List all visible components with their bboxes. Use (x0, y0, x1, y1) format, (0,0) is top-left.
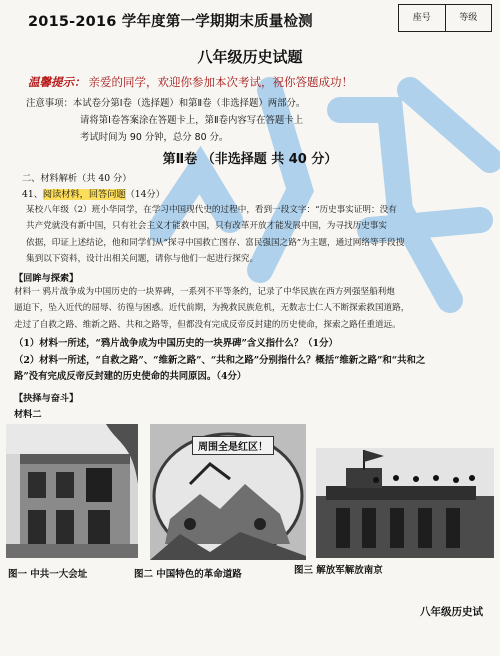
review-section-label: 【回眸与探索】 (14, 273, 79, 284)
figure-one-caption: 图一 中共一大会址 (8, 569, 88, 580)
question-score: （14分） (125, 189, 165, 200)
intro-line: 某校八年级（2）班小华同学，在学习中国现代史的过程中，看到一段文字：“历史事实证明：没有 (26, 205, 397, 215)
greeting-text: 亲爱的同学，欢迎你参加本次考试，祝你答题成功！ (88, 75, 353, 89)
figure-one-photo (6, 424, 138, 558)
question-lead-highlight: 阅读材料，回答问题 (42, 189, 126, 200)
sub-question-line: （2）材料一所述，“自救之路”、“维新之路”、“共和之路”分别指什么？概括“维新之路”和“共和之 (14, 354, 426, 366)
page-footer: 八年级历史试 (420, 606, 483, 618)
intro-paragraph (14, 202, 488, 268)
notes-line: 注意事项：本试卷分第Ⅰ卷（选择题）和第Ⅱ卷（非选择题）两部分。 (26, 98, 306, 109)
figure-two-banner: 周围全是红区！ (192, 436, 274, 455)
part-two-title: 第Ⅱ卷 （非选择题 共 40 分） (162, 152, 338, 167)
building-illustration (6, 424, 138, 558)
greeting-label: 温馨提示： (28, 75, 86, 89)
material-one-line: 材料一 鸦片战争成为中国历史的一块界碑，一系列不平等条约，记录了中华民族在西方列强坚船利炮 (14, 287, 395, 297)
sub-question-line: 路”没有完成反帝反封建的历史使命的共同原因。（4分） (14, 371, 247, 382)
seat-number-label: 座号 (399, 5, 446, 31)
figure-three-caption: 图三 解放军解放南京 (294, 565, 383, 576)
seat-grade-box (398, 4, 492, 32)
material-two-label: 材料二 (14, 409, 42, 420)
intro-line: 共产党就没有新中国，只有社会主义才能救中国，只有改革开放才能发展中国，为寻找历史事实 (26, 221, 387, 232)
exam-title: 八年级历史试题 (197, 48, 303, 66)
intro-line: 依据，印证上述结论，他和同学们从“探寻中国救亡图存、富民强国之路”为主题，通过网络等手段搜 (26, 237, 405, 248)
material-one-line: 走过了自救之路、维新之路、共和之路等，但都没有完成反帝反封建的历史使命，探索之路任重道远。 (14, 319, 401, 330)
figure-two-caption: 图二 中国特色的革命道路 (134, 569, 242, 580)
figure-three-photo (316, 448, 494, 558)
sub-question-line: （1）材料一所述，“鸦片战争成为中国历史的一块界碑”含义指什么？（1分） (14, 338, 338, 349)
material-one (14, 284, 486, 333)
intro-line: 集到以下资料，设计出相关问题，请你与他们一起进行探究。 (26, 254, 259, 265)
greeting (28, 74, 488, 90)
material-one-line: 逼迫下，坠入近代的屈辱、彷徨与困惑。近代前期，为挽救民族危机，无数志士仁人不断探索救国道路， (14, 303, 410, 314)
notes-line: 请将第Ⅰ卷答案涂在答题卡上，第Ⅱ卷内容写在答题卡上 (80, 115, 304, 126)
liberation-illustration (316, 448, 494, 558)
exam-header-title: 2015-2016 学年度第一学期期末质量检测 (28, 14, 313, 30)
section-heading: 二、材料解析（共 40 分） (22, 173, 132, 184)
question-number: 41、 (22, 189, 43, 200)
sub-questions (14, 336, 489, 386)
question-41-heading (22, 186, 492, 200)
choice-section-label: 【抉择与奋斗】 (14, 393, 79, 404)
grade-label: 等级 (459, 13, 478, 23)
exam-notes (26, 95, 476, 146)
figure-two-painting (150, 424, 306, 560)
notes-line: 考试时间为 90 分钟，总分 80 分。 (80, 132, 229, 143)
